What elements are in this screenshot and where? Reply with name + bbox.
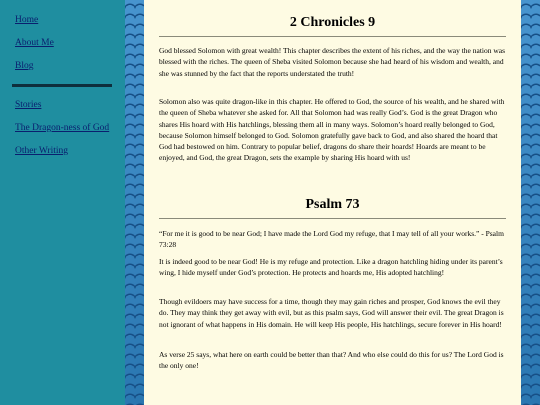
nav-link-home[interactable]: Home	[15, 15, 39, 25]
nav-link-other-writing[interactable]: Other Writing	[15, 146, 69, 156]
nav-link-about-me[interactable]: About Me	[15, 38, 54, 48]
main-content	[144, 0, 521, 405]
article-title-psalm-73: Psalm 73	[305, 197, 360, 212]
article-paragraph: God blessed Solomon with great wealth! This chapter describes the extent of his riches, and the way the nation was blessed with the riches. The queen of Sheba visited Solomon because she had heard of his wisdom and wealth, and she was stunned by the fact that the reports understated the truth!	[159, 46, 506, 78]
article-paragraph: Though evildoers may have success for a time, though they may gain riches and prosper, God knows the evil they do. They may think they get away with evil, but as this psalm says, God will answer their evil. The great Dragon is not ignorant of what happens in His domain. He will keep His people, His hatchlings, secure forever in His hoard!	[159, 297, 504, 329]
nav-divider	[12, 84, 112, 87]
title-divider	[159, 218, 506, 219]
title-divider	[159, 36, 506, 37]
nav-link-dragon-ness-of-god[interactable]: The Dragon-ness of God	[15, 123, 110, 133]
article-paragraph: It is indeed good to be near God! He is my refuge and protection. Like a dragon hatchling hiding under its parent’s wing, I hide myself under God’s protection. He protects and hoards me, His adopted hatchling!	[159, 257, 503, 278]
nav-link-blog[interactable]: Blog	[15, 61, 34, 71]
article-paragraph: “For me it is good to be near God; I have made the Lord God my refuge, that I may tell of all your works.” - Psalm 73:28	[159, 229, 504, 250]
sidebar-nav	[0, 0, 125, 405]
dragon-scale-border-right	[521, 0, 540, 405]
article-paragraph: Solomon also was quite dragon-like in this chapter. He offered to God, the source of his wealth, and he shared with the queen of Sheba whatever she asked for. All that Solomon had was really God’s. God is the great Dragon who shares His hoard with His hatchlings, blessing them all in many ways. Solomon’s hoard really belonged to God, because Solomon himself belonged to God. Solomon gratefully gave back to God, and also shared the hoard that God had bestowed on him. Contrary to popular belief, dragons do share their hoards! Hoards are meant to be enjoyed, and God, the great Dragon, sets the example by sharing His hoard with us!	[159, 97, 505, 163]
article-title-2-chronicles-9: 2 Chronicles 9	[289, 15, 376, 30]
dragon-scale-border-left	[125, 0, 144, 405]
nav-link-stories[interactable]: Stories	[15, 100, 42, 110]
article-paragraph: As verse 25 says, what here on earth could be better than that? And who else could do this for us? The Lord God is the only one!	[159, 350, 504, 371]
